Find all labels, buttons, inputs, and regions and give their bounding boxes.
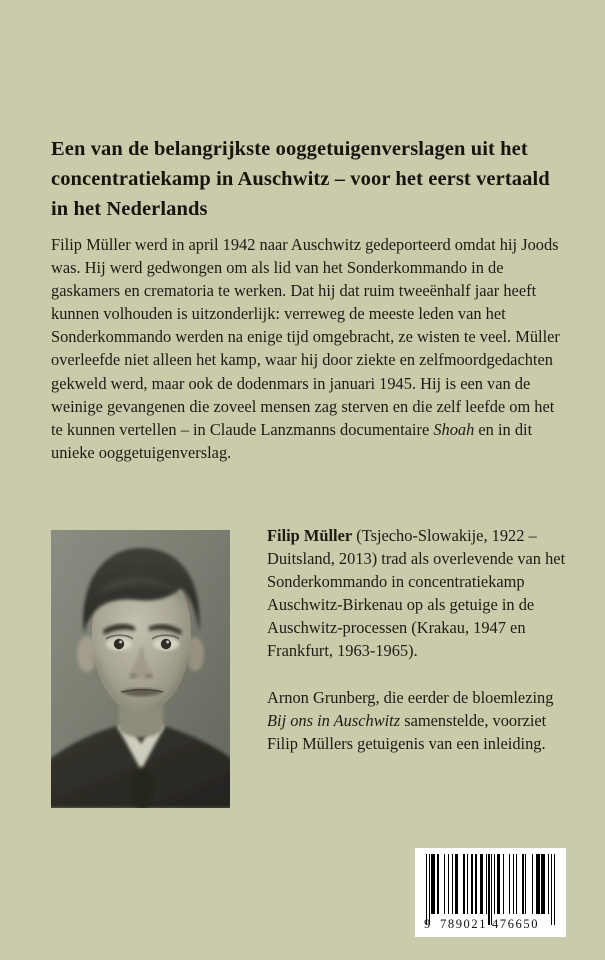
barcode-right-group: 476650 bbox=[492, 916, 540, 931]
barcode-bar bbox=[463, 854, 465, 914]
bio-text: (Tsjecho-Slowakije, 1922 – Duitsland, 2013) trad als overlevende van het Sonderkommando in concentratiekamp Auschwitz-Birkenau op als getuige in de Auschwitz-processen (Krakau, 1947 en Frankfurt, 1963-1965). bbox=[267, 526, 566, 661]
author-portrait-photo bbox=[51, 530, 230, 808]
blurb-text-part1: Filip Müller werd in april 1942 naar Auschwitz gedeporteerd omdat hij Joods was. Hij werd gedwongen om als lid van het Sonderkommando in de gaskamers en crematoria te werken. Dat hij dat ruim tweeënhalf jaar heeft kunnen volhouden is uitzonderlijk: verreweg de meeste leden van het Sonderkommando werden na enige tijd omgebracht, ze wisten te veel. Müller overleefde niet alleen het kamp, waar hij door ziekte en zelfmoordgedachten gekweld werd, maar ook de dodenmars in januari 1945. Hij is een van de weinige gevangenen die zoveel mensen zag sterven en die zelf leefde om het te kunnen vertellen – in Claude Lanzmanns documentaire bbox=[51, 235, 560, 439]
author-name: Filip Müller bbox=[267, 526, 353, 545]
barcode-bar bbox=[486, 854, 487, 914]
page-title: Een van de belangrijkste ooggetuigenverslagen uit het concentratiekamp in Auschwitz – voor het eerst vertaald in het Nederlands bbox=[51, 138, 550, 220]
barcode-left-group: 789021 bbox=[440, 916, 488, 931]
barcode-bar bbox=[444, 854, 445, 914]
barcode-bar bbox=[525, 854, 526, 914]
bio-paragraph-muller bbox=[267, 524, 567, 663]
barcode-bar bbox=[513, 854, 514, 914]
isbn-barcode bbox=[415, 848, 566, 937]
barcode-bar bbox=[522, 854, 523, 914]
barcode-bar bbox=[431, 854, 435, 914]
barcode-bar bbox=[448, 854, 449, 914]
barcode-bar bbox=[548, 854, 549, 914]
barcode-bar bbox=[532, 854, 533, 914]
bio-grunberg-part2: samenstelde, voorziet Filip Müllers getuigenis van een inleiding. bbox=[267, 710, 547, 753]
barcode-bar bbox=[541, 854, 545, 914]
barcode-bar bbox=[494, 854, 495, 914]
barcode-bar bbox=[475, 854, 477, 914]
barcode-bar bbox=[497, 854, 501, 914]
barcode-bar bbox=[480, 854, 482, 914]
barcode-bars bbox=[426, 854, 555, 914]
bio-paragraph-grunberg bbox=[267, 686, 567, 755]
barcode-bar bbox=[437, 854, 439, 914]
bio-grunberg-part1: Arnon Grunberg, die eerder de bloemlezing bbox=[267, 687, 554, 707]
blurb-text-part2: en in dit unieke ooggetuigenverslag. bbox=[51, 419, 533, 462]
barcode-digits bbox=[415, 914, 566, 934]
barcode-bar bbox=[471, 854, 473, 914]
barcode-bar bbox=[455, 854, 459, 914]
barcode-bar bbox=[536, 854, 540, 914]
barcode-bar bbox=[467, 854, 468, 914]
blurb-film-title: Shoah bbox=[433, 419, 475, 439]
barcode-bar bbox=[516, 854, 517, 914]
blurb-paragraph bbox=[51, 233, 567, 464]
barcode-bar bbox=[503, 854, 504, 914]
barcode-bar bbox=[509, 854, 510, 914]
barcode-lead-digit: 9 bbox=[424, 916, 432, 931]
portrait-image bbox=[51, 530, 230, 808]
barcode-bar bbox=[452, 854, 453, 914]
bio-book-title: Bij ons in Auschwitz bbox=[267, 710, 401, 730]
author-bio-column bbox=[267, 524, 567, 755]
